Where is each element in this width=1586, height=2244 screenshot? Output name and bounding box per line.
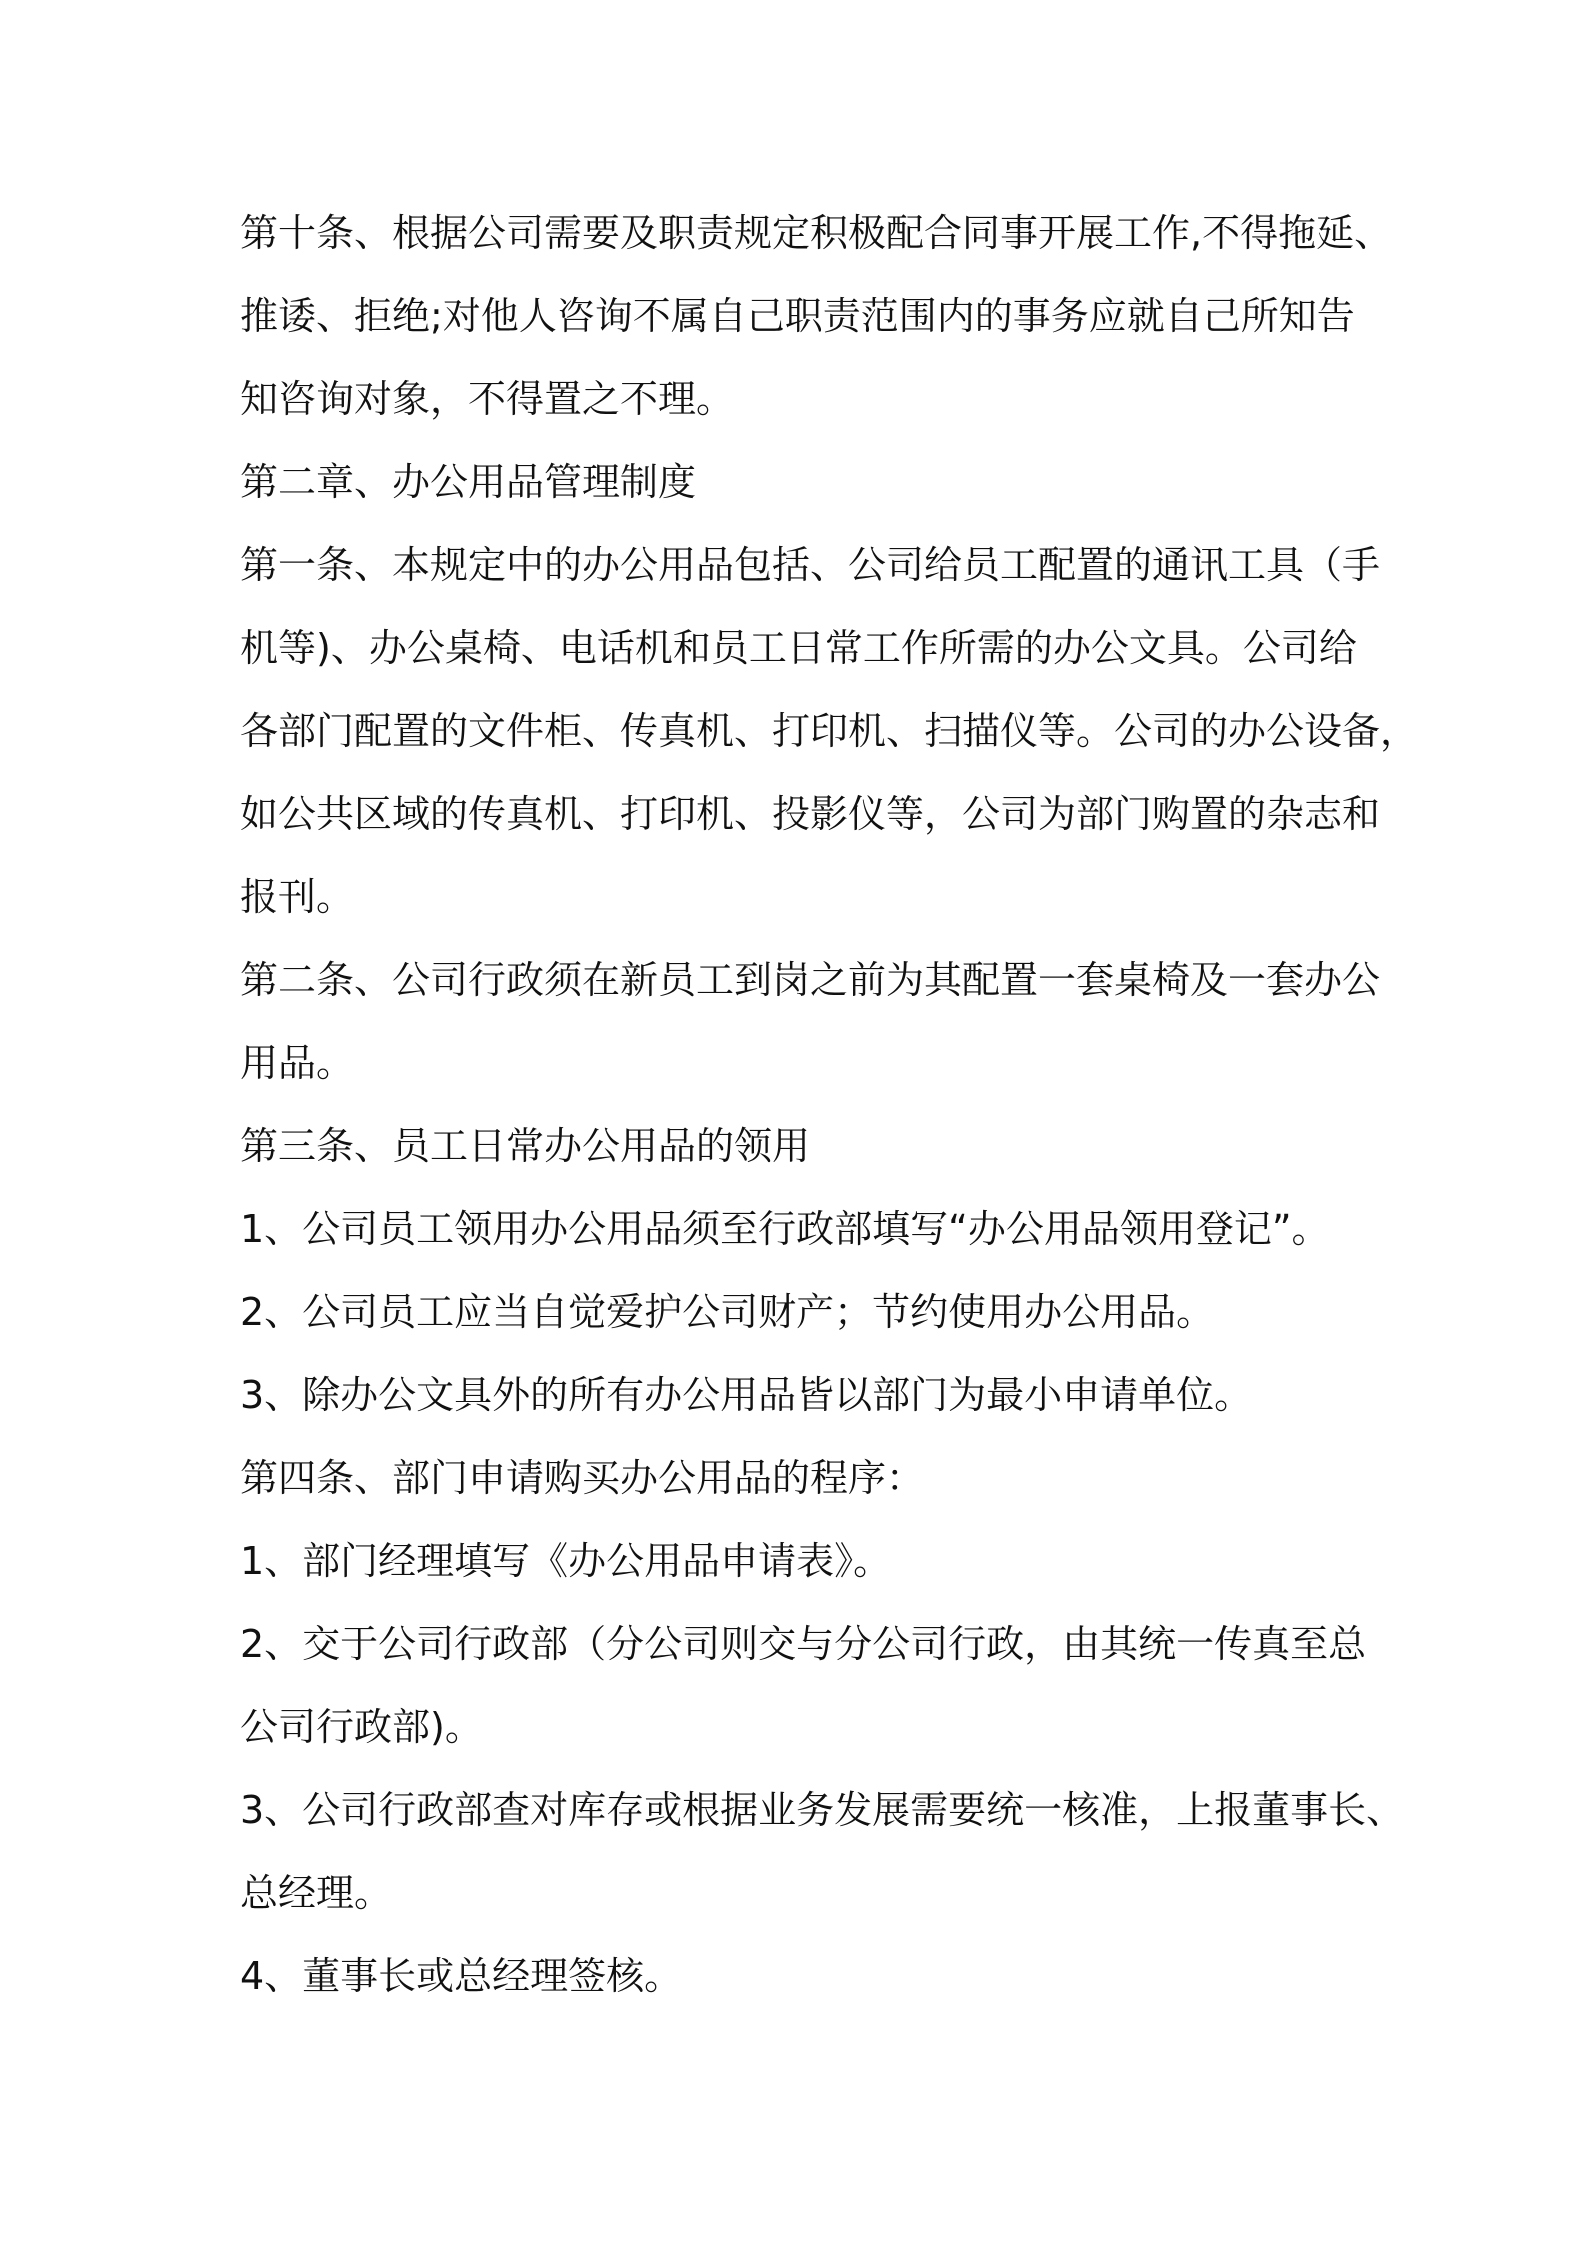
text-line-article-10-2: 推诿、拒绝;对他人咨询不属自己职责范围内的事务应就自己所知告 [240,294,1355,338]
list-item-4-2-line-2: 公司行政部)。 [240,1705,483,1749]
list-item-4-4: 4、董事长或总经理签核。 [240,1954,683,1998]
list-item-3-3: 3、除办公文具外的所有办公用品皆以部门为最小申请单位。 [240,1373,1253,1417]
text-line-article-1-2: 机等)、办公桌椅、电话机和员工日常工作所需的办公文具。公司给 [240,626,1357,670]
text-line-article-2-2: 用品。 [240,1041,355,1085]
text-line-article-1-4: 如公共区域的传真机、打印机、投影仪等，公司为部门购置的杂志和 [240,792,1381,836]
chapter-heading: 第二章、办公用品管理制度 [240,460,697,504]
list-item-4-3-line-2: 总经理。 [240,1871,393,1915]
list-item-3-1: 1、公司员工领用办公用品须至行政部填写“办公用品领用登记”。 [240,1207,1330,1251]
list-item-3-2: 2、公司员工应当自觉爱护公司财产；节约使用办公用品。 [240,1290,1215,1334]
list-item-4-1: 1、部门经理填写《办公用品申请表》。 [240,1539,892,1583]
text-line-article-10-1: 第十条、根据公司需要及职责规定积极配合同事开展工作,不得拖延、 [240,211,1393,255]
text-line-article-2-1: 第二条、公司行政须在新员工到岗之前为其配置一套桌椅及一套办公 [240,958,1381,1002]
list-item-4-3-line-1: 3、公司行政部查对库存或根据业务发展需要统一核准，上报董事长、 [240,1788,1405,1832]
text-line-article-1-5: 报刊。 [240,875,355,919]
article-4-heading: 第四条、部门申请购买办公用品的程序： [240,1456,925,1500]
list-item-4-2-line-1: 2、交于公司行政部（分公司则交与分公司行政，由其统一传真至总 [240,1622,1367,1666]
article-3-heading: 第三条、员工日常办公用品的领用 [240,1124,811,1168]
text-line-article-1-1: 第一条、本规定中的办公用品包括、公司给员工配置的通讯工具（手 [240,543,1381,587]
document-body [240,192,1419,2018]
text-line-article-1-3: 各部门配置的文件柜、传真机、打印机、扫描仪等。公司的办公设备， [240,709,1419,753]
text-line-article-10-3: 知咨询对象，不得置之不理。 [240,377,735,421]
